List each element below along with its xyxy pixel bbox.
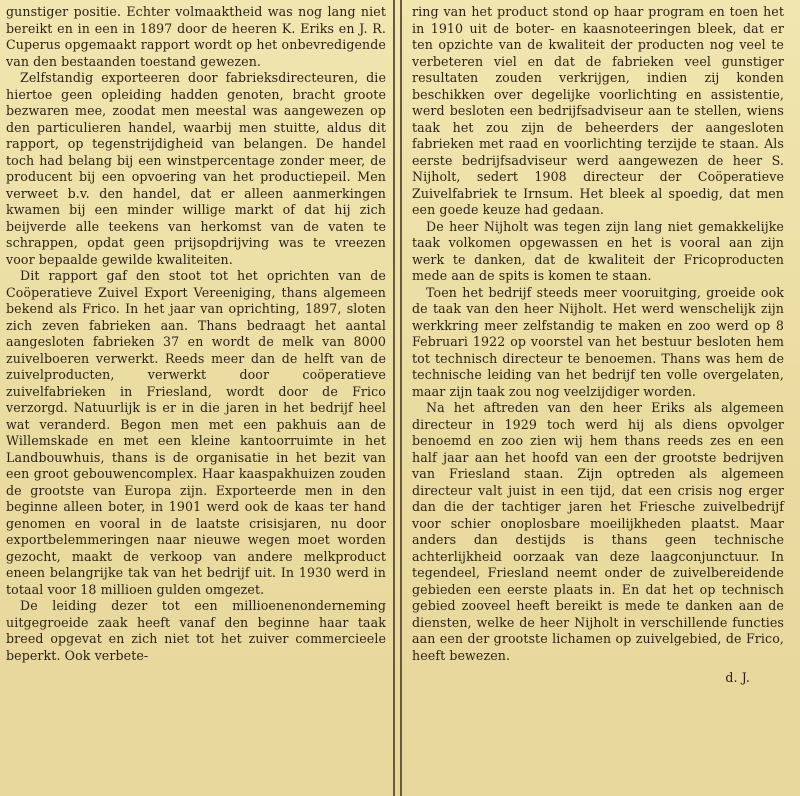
author-signature: d. J.: [725, 670, 750, 685]
left-paragraph-2: Zelfstandig exporteeren door fabrieksdirecteuren, die hiertoe geen opleiding hadden genoten, bracht groote bezwaren mee, zoodat men meestal was aangewezen op den particulieren handel, waarbij men stuitte, aldus dit rapport, op tegenstrijdigheid van belangen. De handel toch had belang bij een winstpercentage zonder meer, de producent bij een opvoering van het productiepeil. Men verweet b.v. den handel, dat er alleen aanmerkingen kwamen bij een minder willige markt of dat hij zich beijverde alle teekens van herkomst van de vaten te schrappen, opdat geen prijsopdrijving was te vreezen voor bepaalde gewilde kwaliteiten.: [6, 70, 386, 267]
column-rule-left: [393, 0, 395, 796]
right-paragraph-2: De heer Nijholt was tegen zijn lang niet gemakkelijke taak volkomen opgewassen en het is vooral aan zijn werk te danken, dat de kwaliteit der Fricoproducten mede aan de spits is komen te staan.: [412, 218, 784, 283]
left-paragraph-1: gunstiger positie. Echter volmaaktheid was nog lang niet bereikt en in een in 1897 door de heeren K. Eriks en J. R. Cuperus opgemaakt rapport wordt op het onbevredigende van den bestaanden toestand gewezen.: [6, 4, 386, 69]
right-paragraph-3: Toen het bedrijf steeds meer vooruitging, groeide ook de taak van den heer Nijholt. Het werd wenschelijk zijn werkkring meer zelfstandig te maken en zoo werd op 8 Februari 1922 op voorstel van het bestuur besloten hem tot technisch directeur te benoemen. Thans was hem de technische leiding van het bedrijf ten volle overgelaten, maar zijn taak zou nog veelzijdiger worden.: [412, 284, 784, 399]
left-paragraph-3: Dit rapport gaf den stoot tot het oprichten van de Coöperatieve Zuivel Export Vereeniging, thans algemeen bekend als Frico. In het jaar van oprichting, 1897, sloten zich zeven fabrieken aan. Thans bedraagt het aantal aangesloten fabrieken 37 en wordt de melk van 8000 zuivelboeren verwerkt. Reeds meer dan de helft van de zuivelproducten, verwerkt door coöperatieve zuivelfabrieken in Friesland, wordt door de Frico verzorgd. Natuurlijk is er in die jaren in het bedrijf heel wat veranderd. Begon men met een pakhuis aan de Willemskade en met een kleine kantoorruimte in het Landbouwhuis, thans is de organisatie in het bezit van een groot gebouwencomplex. Haar kaaspakhuizen zouden de grootste van Europa zijn. Exporteerde men in den beginne alleen boter, in 1901 werd ook de kaas ter hand genomen en vooral in de laatste crisisjaren, nu door exportbelemmeringen naar nieuwe wegen moet worden gezocht, maakt de verkoop van andere melkproduct eneen belangrijke tak van het bedrijf uit. In 1930 werd in totaal voor 18 millioen gulden omgezet.: [6, 268, 386, 597]
column-rule-right: [400, 0, 402, 796]
right-paragraph-1: ring van het product stond op haar program en toen het in 1910 uit de boter- en kaasnoteeringen bleek, dat er ten opzichte van de kwaliteit der producten nog veel te verbeteren viel en dat de fabrieken veel gunstiger resultaten zouden verkrijgen, indien zij konden beschikken over degelijke voorlichting en assistentie, werd besloten een bedrijfsadviseur aan te stellen, wiens taak het zou zijn de beheerders der aangesloten fabrieken met raad en voorlichting terzijde te staan. Als eerste bedrijfsadviseur werd aangewezen de heer S. Nijholt, sedert 1908 directeur der Coöperatieve Zuivelfabriek te Irnsum. Het bleek al spoedig, dat men een goede keuze had gedaan.: [412, 4, 784, 217]
right-paragraph-4: Na het aftreden van den heer Eriks als algemeen directeur in 1929 toch werd hij als diens opvolger benoemd en zoo zien wij hem thans reeds zes en een half jaar aan het hoofd van een der grootste bedrijven van Friesland staan. Zijn optreden als algemeen directeur valt juist in een tijd, dat een crisis nog erger dan die der tachtiger jaren het Friesche zuivelbedrijf voor schier onoplosbare moeilijkheden plaatst. Maar anders dan destijds is thans geen technische achterlijkheid oorzaak van deze laagconjunctuur. In tegendeel, Friesland neemt onder de zuivelbereidende gebieden een eerste plaats in. En dat het op technisch gebied zooveel heeft bereikt is mede te danken aan de diensten, welke de heer Nijholt in verschillende functies aan een der grootste lichamen op zuivelgebied, de Frico, heeft bewezen.: [412, 400, 784, 663]
left-paragraph-4: De leiding dezer tot een millioenenonderneming uitgegroeide zaak heeft vanaf den beginne haar taak breed opgevat en zich niet tot het zuiver commercieele beperkt. Ook verbete-: [6, 598, 386, 663]
left-column: [6, 4, 386, 664]
right-column: [412, 4, 784, 687]
